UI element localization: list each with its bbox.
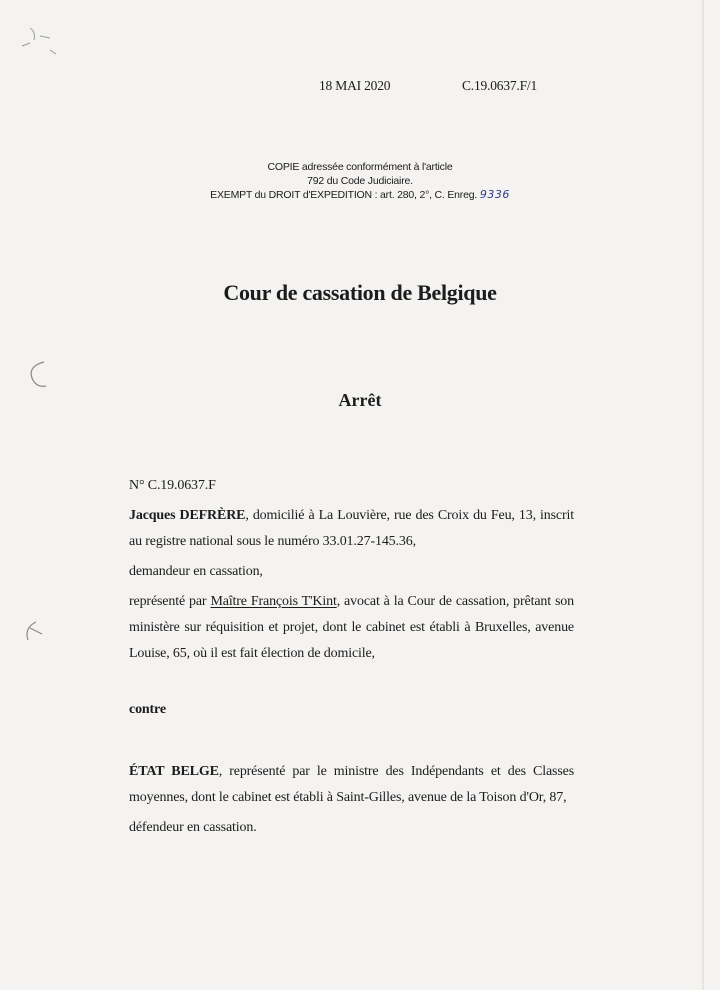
stamp-line-1: COPIE adressée conformément à l'article — [267, 161, 453, 173]
plaintiff-line-2: au registre national sous le numéro 33.01.27-145.36, — [129, 534, 416, 549]
plaintiff-name: Jacques DEFRÈRE — [129, 508, 246, 523]
stamp-line-3 — [0, 188, 720, 202]
plaintiff-address: , domicilié à La Louvière, rue des Croix du Feu, 13, inscrit — [245, 508, 574, 523]
representation-rest: , avocat à la Cour de cassation, prêtant son — [336, 594, 574, 609]
document-reference: C.19.0637.F/1 — [462, 78, 538, 93]
representation-prefix: représenté par — [129, 594, 211, 609]
defendant-rest: , représenté par le ministre des Indépendants et des Classes — [218, 764, 574, 779]
defendant-role: défendeur en cassation. — [129, 820, 257, 835]
document-date: 18 MAI 2020 — [319, 78, 391, 93]
representation-line-3: Louise, 65, où il est fait élection de domicile, — [129, 646, 375, 661]
case-number: N° C.19.0637.F — [129, 478, 216, 493]
plaintiff-line-1 — [129, 508, 574, 524]
defendant-line-1 — [129, 764, 574, 780]
stamp-line-2: 792 du Code Judiciaire. — [307, 175, 413, 187]
court-title: Cour de cassation de Belgique — [223, 280, 497, 305]
representation-line-1 — [129, 594, 574, 610]
contre-label: contre — [129, 702, 166, 717]
lawyer-name: Maître François T'Kint — [210, 594, 337, 609]
stamp-handwritten-number: 9336 — [479, 188, 510, 201]
representation-line-2: ministère sur réquisition et projet, dont le cabinet est établi à Bruxelles, avenue — [129, 620, 574, 635]
plaintiff-role: demandeur en cassation, — [129, 564, 263, 579]
stamp-line-3-text: EXEMPT du DROIT d'EXPEDITION : art. 280, 2°, C. Enreg. — [210, 189, 478, 201]
defendant-line-2: moyennes, dont le cabinet est établi à Saint-Gilles, avenue de la Toison d'Or, 87, — [129, 790, 567, 805]
defendant-name: ÉTAT BELGE — [129, 764, 219, 779]
document-subtitle: Arrêt — [338, 390, 382, 410]
